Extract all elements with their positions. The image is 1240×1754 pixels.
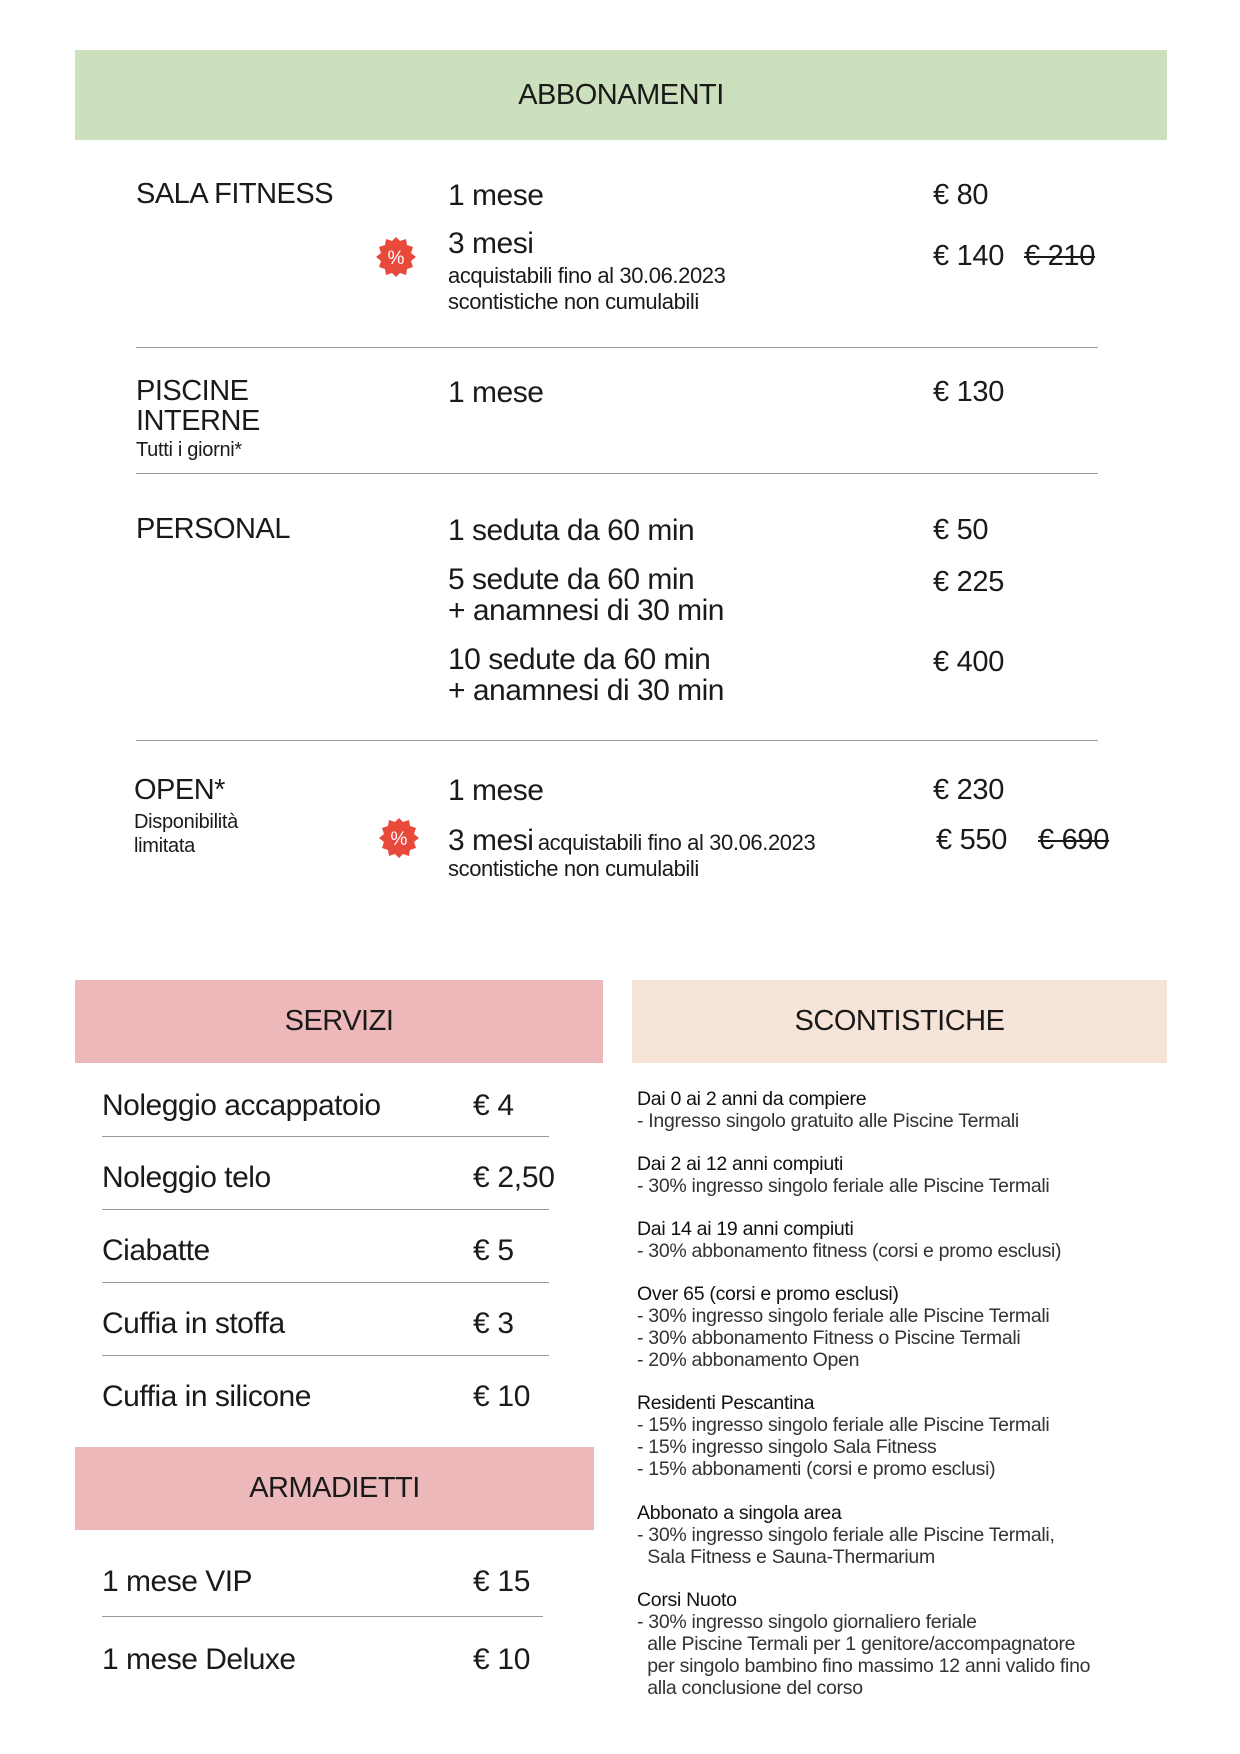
open-3-mesi-line	[448, 825, 815, 856]
discount-line: - 15% ingresso singolo Sala Fitness	[637, 1436, 937, 1458]
open-title: OPEN*	[134, 774, 225, 806]
discount-line: - 20% abbonamento Open	[637, 1349, 860, 1371]
discount-line: - 30% ingresso singolo feriale alle Piscine Termali	[637, 1175, 1050, 1197]
piscine-title-line2: INTERNE	[136, 405, 260, 437]
scontistiche-title: SCONTISTICHE	[794, 1005, 1005, 1037]
personal-title: PERSONAL	[136, 513, 290, 545]
discount-title: Dai 14 ai 19 anni compiuti	[637, 1218, 854, 1240]
servizi-title: SERVIZI	[284, 1005, 394, 1037]
discount-line: - 30% ingresso singolo feriale alle Piscine Termali,	[637, 1524, 1055, 1546]
servizi-item-price: € 5	[473, 1234, 514, 1267]
servizi-item-label: Noleggio telo	[102, 1161, 271, 1194]
discount-title: Over 65 (corsi e promo esclusi)	[637, 1283, 899, 1305]
percent-badge-icon	[375, 236, 417, 278]
servizi-item-price: € 4	[473, 1089, 514, 1122]
servizi-item-label: Ciabatte	[102, 1234, 210, 1267]
sala-fitness-3-mesi-note2: scontistiche non cumulabili	[448, 289, 699, 314]
servizi-item-label: Cuffia in silicone	[102, 1380, 311, 1413]
discount-block	[637, 1589, 1177, 1699]
piscine-1-mese-label: 1 mese	[448, 376, 544, 409]
personal-5-sedute-label: 5 sedute da 60 min	[448, 563, 695, 596]
armadietti-item-price: € 15	[473, 1565, 531, 1598]
armadietti-item-price: € 10	[473, 1643, 531, 1676]
discount-block	[637, 1502, 1177, 1568]
discount-line: - 30% abbonamento fitness (corsi e promo esclusi)	[637, 1240, 1062, 1262]
discount-title: Dai 2 ai 12 anni compiuti	[637, 1153, 844, 1175]
open-subtitle-line1: Disponibilità	[134, 811, 238, 833]
discount-line: - 30% abbonamento Fitness o Piscine Termali	[637, 1327, 1021, 1349]
divider	[136, 473, 1098, 474]
piscine-subtitle: Tutti i giorni*	[136, 439, 242, 461]
servizi-item-price: € 2,50	[473, 1161, 555, 1194]
armadietti-item-label: 1 mese Deluxe	[102, 1643, 296, 1676]
servizi-item-price: € 10	[473, 1380, 531, 1413]
armadietti-item-label: 1 mese VIP	[102, 1565, 253, 1598]
abbonamenti-header	[75, 50, 1167, 140]
discount-block	[637, 1218, 1177, 1262]
open-subtitle-line2: limitata	[134, 835, 195, 857]
discount-line: alla conclusione del corso	[637, 1677, 863, 1699]
open-3-mesi-note2: scontistiche non cumulabili	[448, 856, 699, 881]
open-1-mese-label: 1 mese	[448, 774, 544, 807]
divider	[102, 1616, 543, 1617]
personal-5-sedute-price: € 225	[933, 566, 1005, 598]
divider	[102, 1136, 549, 1137]
divider	[102, 1355, 549, 1356]
personal-10-sedute-price: € 400	[933, 646, 1005, 678]
discount-title: Abbonato a singola area	[637, 1502, 842, 1524]
sala-fitness-1-mese-label: 1 mese	[448, 179, 544, 212]
open-3-mesi-old-price: € 690	[1038, 824, 1110, 856]
sala-fitness-3-mesi-price: € 140	[933, 240, 1005, 272]
discount-block	[637, 1283, 1177, 1371]
servizi-item-label: Cuffia in stoffa	[102, 1307, 285, 1340]
divider	[136, 740, 1098, 741]
sala-fitness-3-mesi-note: acquistabili fino al 30.06.2023	[448, 263, 726, 288]
discount-line: - 15% abbonamenti (corsi e promo esclusi)	[637, 1458, 996, 1480]
personal-10-sedute-label: 10 sedute da 60 min	[448, 643, 711, 676]
divider	[102, 1282, 549, 1283]
discount-line: per singolo bambino fino massimo 12 anni valido fino	[637, 1655, 1091, 1677]
personal-1-seduta-label: 1 seduta da 60 min	[448, 514, 695, 547]
discount-title: Dai 0 ai 2 anni da compiere	[637, 1088, 867, 1110]
discount-title: Residenti Pescantina	[637, 1392, 815, 1414]
discount-line: alle Piscine Termali per 1 genitore/accompagnatore	[637, 1633, 1076, 1655]
sala-fitness-title: SALA FITNESS	[136, 178, 334, 210]
discount-line: - 15% ingresso singolo feriale alle Piscine Termali	[637, 1414, 1050, 1436]
servizi-item-price: € 3	[473, 1307, 514, 1340]
discount-block	[637, 1153, 1177, 1197]
discount-line: Sala Fitness e Sauna-Thermarium	[637, 1546, 935, 1568]
discount-line: - 30% ingresso singolo giornaliero feriale	[637, 1611, 977, 1633]
open-3-mesi-label: 3 mesi	[448, 824, 534, 857]
servizi-item-label: Noleggio accappatoio	[102, 1089, 381, 1122]
abbonamenti-title: ABBONAMENTI	[518, 78, 724, 111]
personal-1-seduta-price: € 50	[933, 514, 989, 546]
sala-fitness-1-mese-price: € 80	[933, 179, 989, 211]
discount-line: - 30% ingresso singolo feriale alle Piscine Termali	[637, 1305, 1050, 1327]
personal-5-sedute-label2: + anamnesi di 30 min	[448, 594, 724, 627]
sala-fitness-3-mesi-label: 3 mesi	[448, 227, 534, 260]
sala-fitness-3-mesi-old-price: € 210	[1024, 240, 1096, 272]
discount-line: - Ingresso singolo gratuito alle Piscine Termali	[637, 1110, 1019, 1132]
open-1-mese-price: € 230	[933, 774, 1005, 806]
armadietti-header	[75, 1447, 594, 1530]
piscine-1-mese-price: € 130	[933, 376, 1005, 408]
divider	[136, 347, 1098, 348]
discount-block	[637, 1088, 1177, 1132]
discount-title: Corsi Nuoto	[637, 1589, 737, 1611]
scontistiche-header	[632, 980, 1167, 1063]
piscine-title-line1: PISCINE	[136, 375, 249, 407]
servizi-header	[75, 980, 603, 1063]
percent-badge-icon	[378, 817, 420, 859]
svg-text:%: %	[390, 829, 408, 850]
armadietti-title: ARMADIETTI	[249, 1472, 420, 1504]
divider	[102, 1209, 549, 1210]
svg-text:%: %	[387, 248, 405, 269]
open-3-mesi-note: acquistabili fino al 30.06.2023	[537, 830, 816, 855]
discount-block	[637, 1392, 1177, 1480]
open-3-mesi-price: € 550	[936, 824, 1008, 856]
personal-10-sedute-label2: + anamnesi di 30 min	[448, 674, 724, 707]
